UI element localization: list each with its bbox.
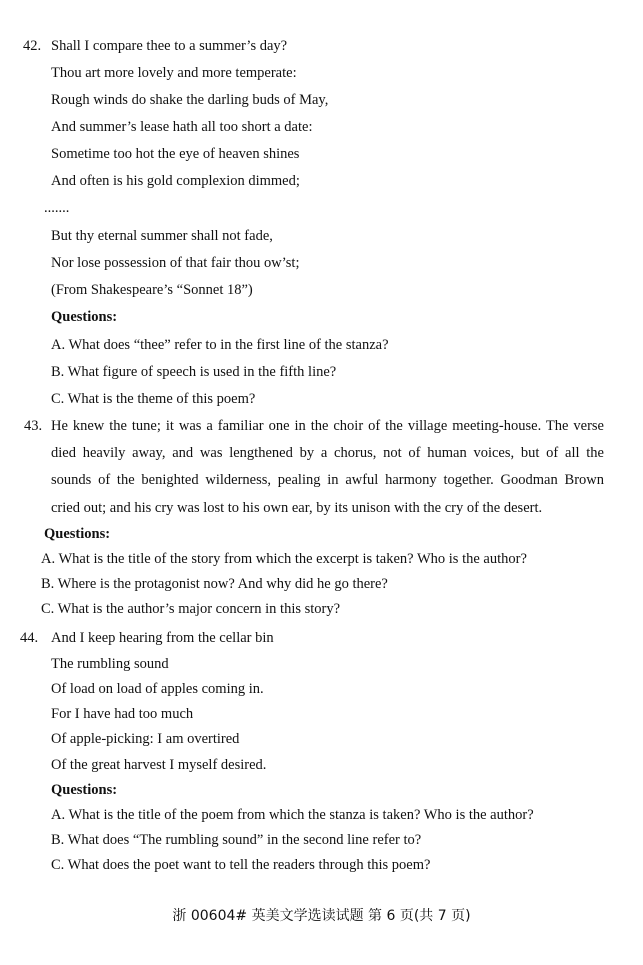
passage-line: He knew the tune; it was a familiar one in the choir of the village meeting-house. The verse (51, 418, 604, 434)
poem-line: Nor lose possession of that fair thou ow’st; (51, 255, 300, 271)
poem-line: Sometime too hot the eye of heaven shines (51, 146, 300, 162)
poem-line: Rough winds do shake the darling buds of May, (51, 92, 329, 108)
questions-heading: Questions: (51, 782, 118, 798)
question-number: 44. (20, 630, 39, 646)
poem-line: Of load on load of apples coming in. (51, 681, 264, 697)
question-number: 42. (23, 38, 42, 54)
question-number: 43. (24, 418, 43, 434)
poem-line: Of the great harvest I myself desired. (51, 757, 267, 773)
poem-line: And often is his gold complexion dimmed; (51, 173, 300, 189)
poem-line: Of apple-picking: I am overtired (51, 731, 240, 747)
passage-line: cried out; and his cry was lost to his own ear, by its unison with the cry of the desert. (51, 500, 543, 516)
passage-line: died heavily away, and was lengthened by a chorus, not of human voices, but of all the (51, 445, 604, 461)
page-footer: 浙 00604# 英美文学选读试题 第 6 页(共 7 页) (172, 908, 471, 924)
questions-heading: Questions: (44, 526, 111, 542)
question-item: C. What is the author’s major concern in this story? (41, 601, 341, 617)
question-item: A. What is the title of the story from which the excerpt is taken? Who is the author? (41, 551, 527, 567)
poem-line: For I have had too much (51, 706, 194, 722)
question-item: B. What does “The rumbling sound” in the second line refer to? (51, 832, 422, 848)
poem-line: The rumbling sound (51, 656, 169, 672)
poem-line: Shall I compare thee to a summer’s day? (51, 38, 288, 54)
question-item: B. Where is the protagonist now? And why did he go there? (41, 576, 388, 592)
question-item: B. What figure of speech is used in the fifth line? (51, 364, 337, 380)
poem-line: And I keep hearing from the cellar bin (51, 630, 274, 646)
passage-line: sounds of the benighted wilderness, pealing in awful harmony together. Goodman Brown (51, 472, 604, 488)
poem-line: And summer’s lease hath all too short a date: (51, 119, 313, 135)
poem-line: Thou art more lovely and more temperate: (51, 65, 297, 81)
poem-line: But thy eternal summer shall not fade, (51, 228, 273, 244)
question-item: A. What is the title of the poem from which the stanza is taken? Who is the author? (51, 807, 534, 823)
question-item: A. What does “thee” refer to in the first line of the stanza? (51, 337, 389, 353)
question-item: C. What does the poet want to tell the readers through this poem? (51, 857, 431, 873)
question-item: C. What is the theme of this poem? (51, 391, 256, 407)
source-citation: (From Shakespeare’s “Sonnet 18”) (51, 282, 253, 298)
ellipsis: ....... (44, 200, 70, 216)
questions-heading: Questions: (51, 309, 118, 325)
